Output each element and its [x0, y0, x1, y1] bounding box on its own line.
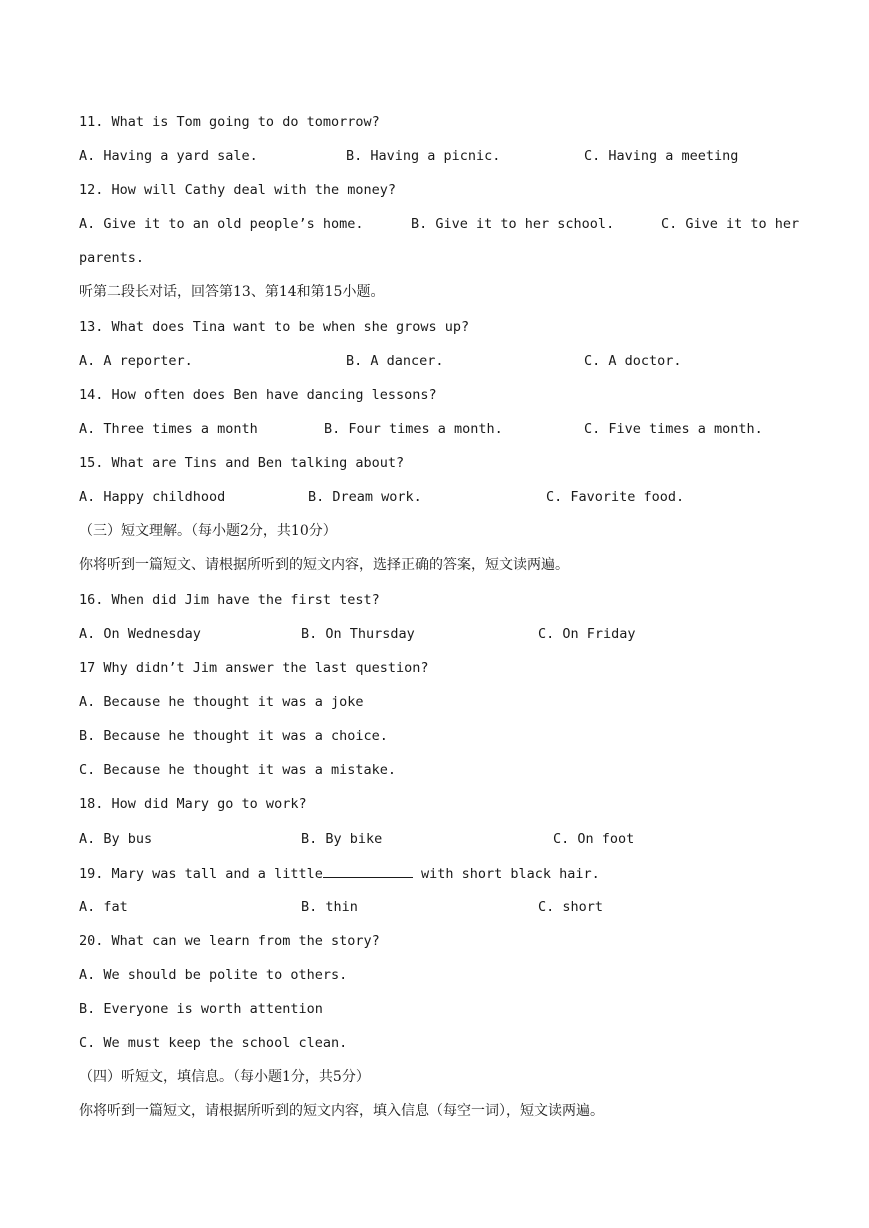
option-b: B. Having a picnic.	[346, 148, 501, 164]
part-3-instruction: 你将听到一篇短文、请根据所听到的短文内容，选择正确的答案，短文读两遍。	[79, 557, 569, 573]
option-b: B. By bike	[301, 831, 383, 847]
option-c: C. We must keep the school clean.	[79, 1035, 348, 1051]
part-4-instruction: 你将听到一篇短文，请根据所听到的短文内容，填入信息（每空一词），短文读两遍。	[79, 1103, 604, 1119]
answer-blank	[323, 863, 413, 878]
option-c: C. On foot	[553, 831, 635, 847]
option-c: C. Favorite food.	[546, 489, 685, 505]
question-18: 18. How did Mary go to work?	[79, 796, 307, 812]
question-11: 11. What is Tom going to do tomorrow?	[79, 114, 380, 130]
option-a: A. fat	[79, 899, 128, 915]
option-b: B. thin	[301, 899, 358, 915]
question-19-options	[79, 897, 809, 917]
option-b: B. Dream work.	[308, 489, 422, 505]
question-17: 17 Why didn’t Jim answer the last question?	[79, 660, 429, 676]
option-a: A. We should be polite to others.	[79, 967, 348, 983]
option-b: B. Because he thought it was a choice.	[79, 728, 388, 744]
option-a: A. Three times a month	[79, 421, 258, 437]
question-16-options	[79, 624, 809, 644]
option-c: C. A doctor.	[584, 353, 682, 369]
option-b: B. Everyone is worth attention	[79, 1001, 323, 1017]
option-b: B. Four times a month.	[324, 421, 503, 437]
question-19-start: 19. Mary was tall and a little	[79, 866, 323, 882]
option-a: A. On Wednesday	[79, 626, 201, 642]
question-18-options	[79, 829, 809, 849]
option-a: A. Give it to an old people’s home.	[79, 216, 364, 232]
question-12-options	[79, 214, 809, 234]
option-a: A. Because he thought it was a joke	[79, 694, 364, 710]
question-19-end: with short black hair.	[412, 866, 600, 882]
question-11-options	[79, 146, 809, 166]
option-c: C. On Friday	[538, 626, 636, 642]
option-c: C. Because he thought it was a mistake.	[79, 762, 396, 778]
section-instruction: 听第二段长对话，回答第13、第14和第15小题。	[79, 284, 385, 300]
option-c: C. Five times a month.	[584, 421, 763, 437]
question-20: 20. What can we learn from the story?	[79, 933, 380, 949]
question-14-options	[79, 419, 809, 439]
question-16: 16. When did Jim have the first test?	[79, 592, 380, 608]
option-a: A. By bus	[79, 831, 153, 847]
question-13: 13. What does Tina want to be when she grows up?	[79, 319, 470, 335]
question-12: 12. How will Cathy deal with the money?	[79, 182, 396, 198]
question-14: 14. How often does Ben have dancing lessons?	[79, 387, 437, 403]
option-c: C. Having a meeting	[584, 148, 739, 164]
option-a: A. Having a yard sale.	[79, 148, 258, 164]
option-a: A. Happy childhood	[79, 489, 226, 505]
option-b: B. Give it to her school.	[411, 216, 615, 232]
part-4-heading: （四）听短文，填信息。（每小题1分，共5分）	[79, 1069, 370, 1085]
option-a: A. A reporter.	[79, 353, 193, 369]
option-c-continued: parents.	[79, 250, 145, 266]
part-3-heading: （三）短文理解。（每小题2分，共10分）	[79, 523, 337, 539]
option-c: C. short	[538, 899, 604, 915]
option-b: B. On Thursday	[301, 626, 415, 642]
question-19	[79, 863, 809, 883]
question-15-options	[79, 487, 809, 507]
question-15: 15. What are Tins and Ben talking about?	[79, 455, 405, 471]
option-b: B. A dancer.	[346, 353, 444, 369]
question-13-options	[79, 351, 809, 371]
option-c: C. Give it to her	[661, 216, 800, 232]
